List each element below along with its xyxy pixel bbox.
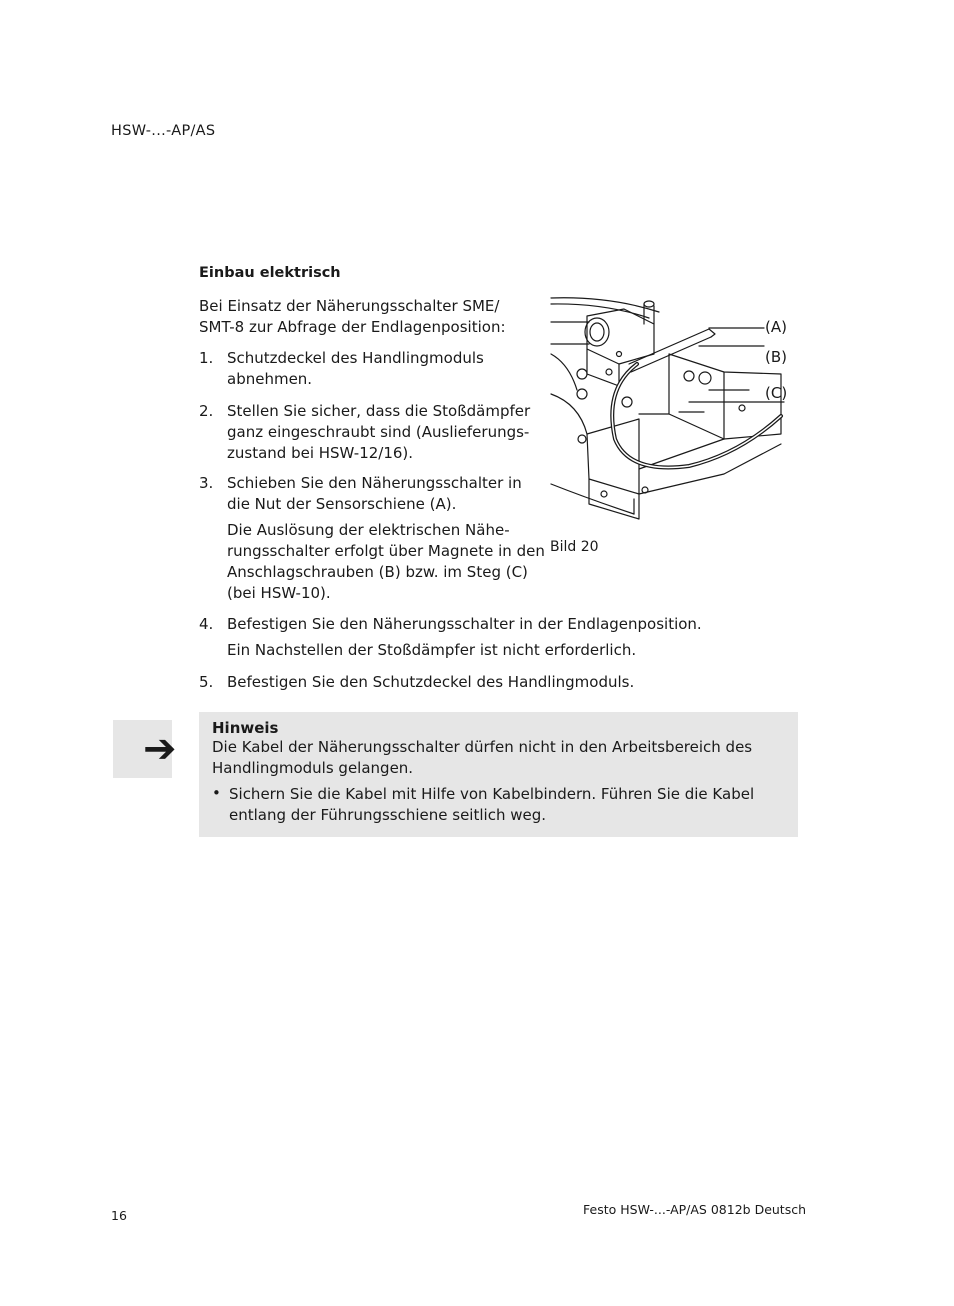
page-number: 16	[111, 1208, 127, 1223]
step-line: ganz eingeschraubt sind (Auslieferungs-	[227, 423, 530, 441]
note-icon-box	[113, 720, 177, 778]
note-text	[212, 737, 782, 779]
figure-drawing	[549, 294, 789, 524]
step-number: 1.	[199, 349, 214, 367]
section-title: Einbau elektrisch	[199, 265, 341, 281]
bullet-icon: •	[212, 784, 221, 802]
figure-label-c: (C)	[765, 384, 788, 402]
page-header: HSW-...-AP/AS	[111, 123, 216, 139]
intro-line-1: Bei Einsatz der Näherungsschalter SME/	[199, 297, 500, 315]
figure-label-a: (A)	[765, 318, 787, 336]
note-box	[199, 712, 798, 837]
step-subline: rungsschalter erfolgt über Magnete in den	[227, 542, 545, 560]
step-line: Stellen Sie sicher, dass die Stoßdämpfer	[227, 402, 531, 420]
step-subline: Ein Nachstellen der Stoßdämpfer ist nicht erforderlich.	[227, 641, 637, 659]
step-subline: Die Auslösung der elektrischen Nähe-	[227, 521, 510, 539]
step-number: 5.	[199, 673, 214, 691]
step-line: Schieben Sie den Näherungsschalter in	[227, 474, 522, 492]
note-text-line-1: Die Kabel der Näherungsschalter dürfen nicht in den Arbeitsbereich des	[212, 738, 753, 756]
step-line: Schutzdeckel des Handlingmoduls	[227, 349, 484, 367]
step-number: 2.	[199, 402, 214, 420]
note-bullet-line-2: entlang der Führungsschiene seitlich weg.	[229, 806, 546, 824]
step-subline: (bei HSW-10).	[227, 584, 331, 602]
figure-label-b: (B)	[765, 348, 787, 366]
step-line: abnehmen.	[227, 370, 313, 388]
step-subline: Anschlagschrauben (B) bzw. im Steg (C)	[227, 563, 528, 581]
footer-document: Festo HSW-...-AP/AS 0812b Deutsch	[583, 1202, 807, 1217]
step-number: 4.	[199, 615, 214, 633]
step-line: Befestigen Sie den Näherungsschalter in der Endlagenposition.	[227, 615, 702, 633]
step-line: die Nut der Sensorschiene (A).	[227, 495, 457, 513]
figure-caption: Bild 20	[550, 539, 599, 555]
note-bullet-text	[229, 784, 789, 826]
note-title: Hinweis	[212, 719, 279, 737]
arrow-right-icon: ➔	[143, 726, 177, 772]
intro-line-2: SMT-8 zur Abfrage der Endlagenposition:	[199, 318, 506, 336]
intro-text	[199, 296, 519, 338]
step-line: zustand bei HSW-12/16).	[227, 444, 414, 462]
note-bullet-line-1: Sichern Sie die Kabel mit Hilfe von Kabelbindern. Führen Sie die Kabel	[229, 785, 755, 803]
note-text-line-2: Handlingmoduls gelangen.	[212, 759, 414, 777]
step-number: 3.	[199, 474, 214, 492]
step-line: Befestigen Sie den Schutzdeckel des Handlingmoduls.	[227, 673, 635, 691]
